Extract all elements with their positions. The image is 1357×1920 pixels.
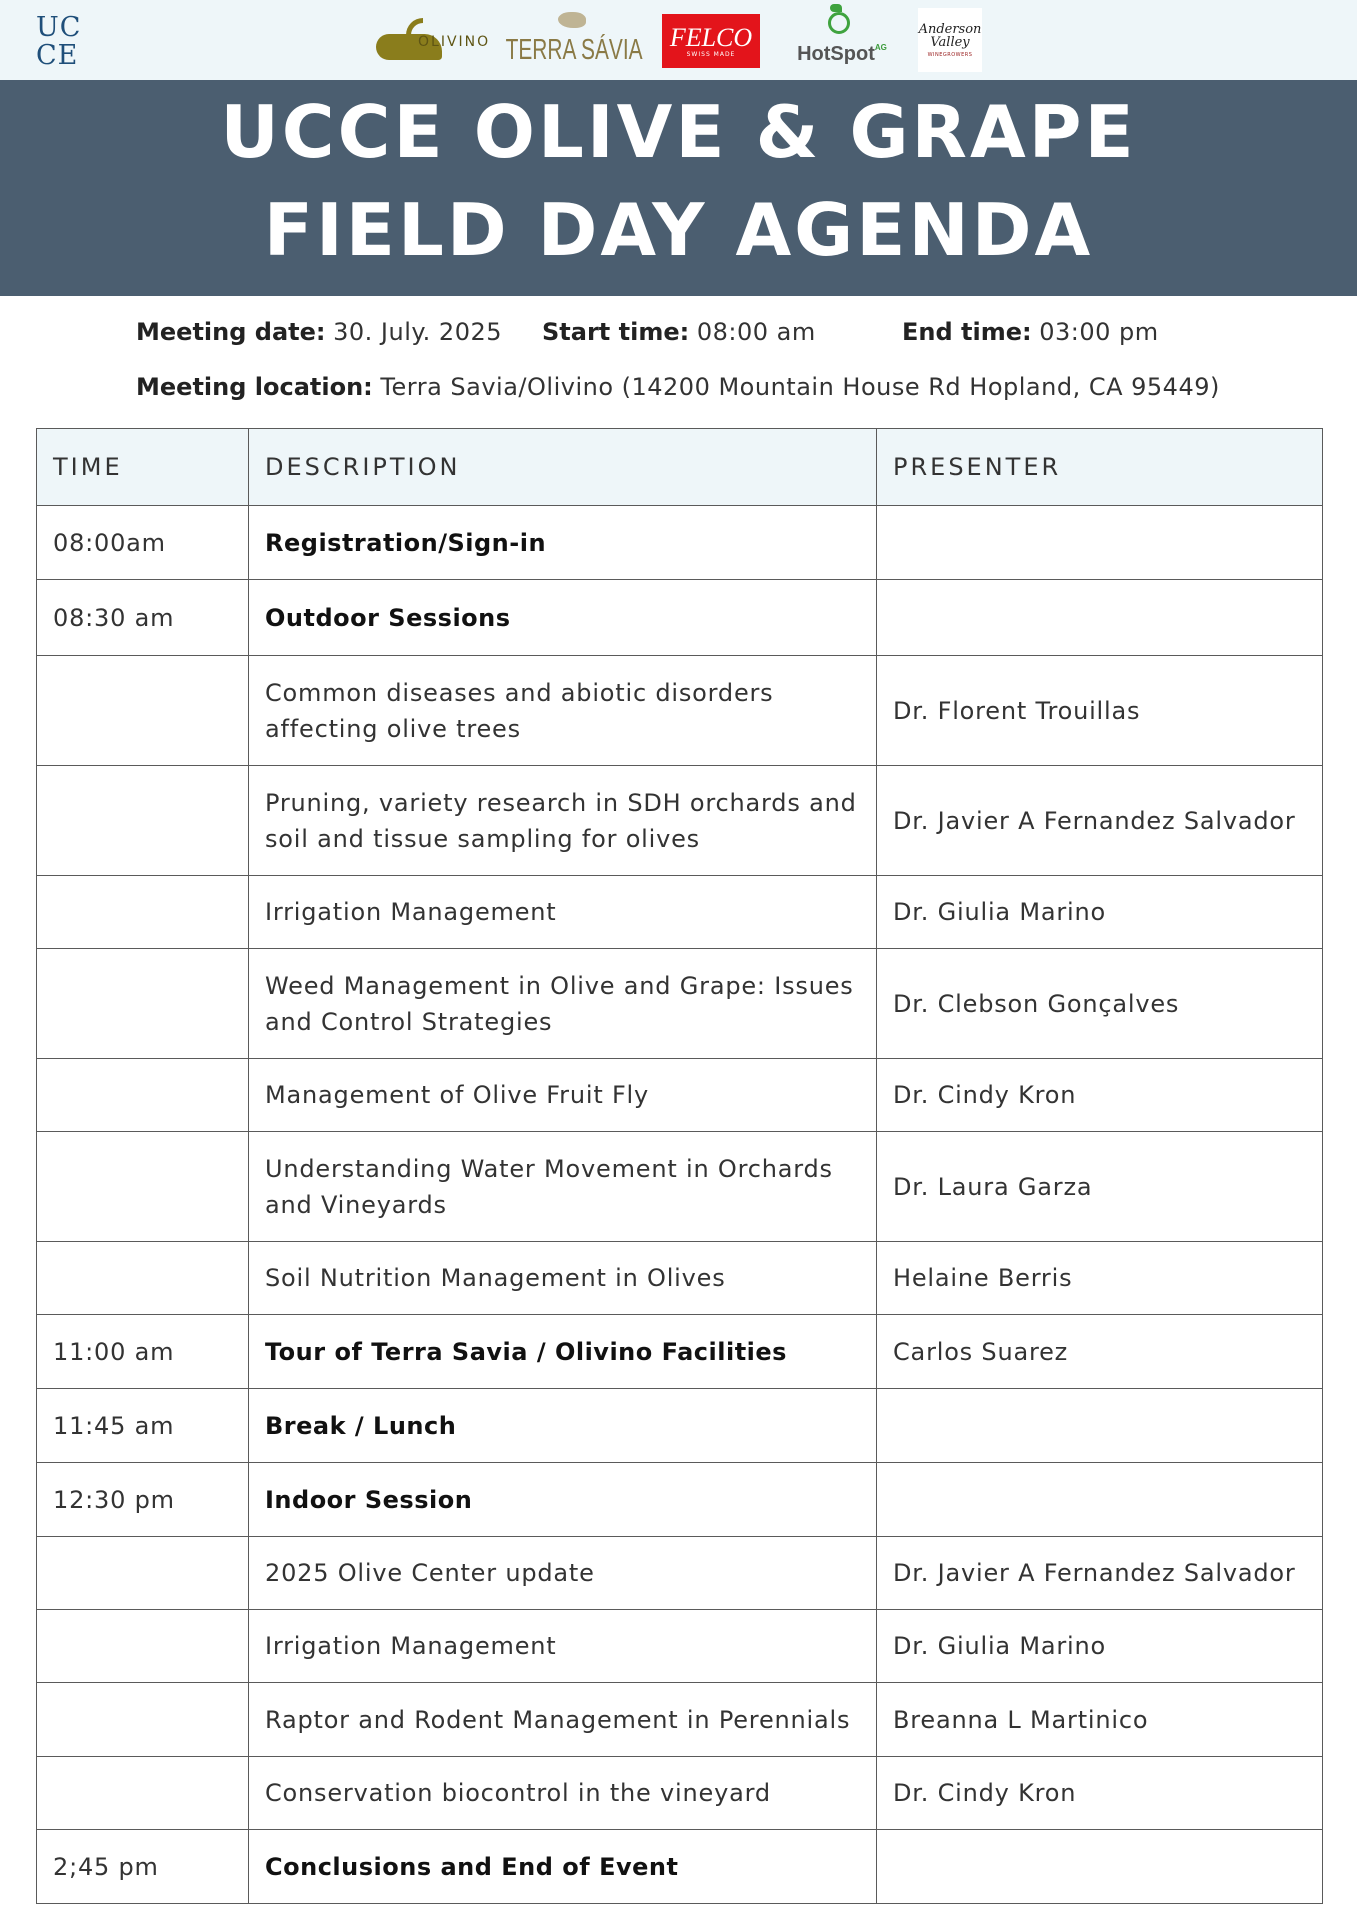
- agenda-description-line: Soil Nutrition Management in Olives: [265, 1264, 726, 1292]
- agenda-time: [37, 1537, 249, 1610]
- agenda-description: [249, 1757, 877, 1830]
- olivino-logo-text: OLIVINO: [418, 34, 491, 50]
- agenda-presenter: Breanna L Martinico: [877, 1683, 1323, 1757]
- table-row: [37, 656, 1323, 766]
- agenda-presenter: [877, 1830, 1323, 1904]
- agenda-description-line: and Vineyards: [265, 1190, 447, 1219]
- agenda-presenter: Dr. Giulia Marino: [877, 876, 1323, 949]
- table-row: [37, 1830, 1323, 1904]
- felco-logo-subtext: SWISS MADE: [686, 50, 736, 58]
- agenda-time: [37, 949, 249, 1059]
- page-title-line1: UCCE OLIVE & GRAPE: [220, 90, 1137, 174]
- agenda-presenter: Dr. Florent Trouillas: [877, 656, 1323, 766]
- table-row: [37, 1683, 1323, 1757]
- agenda-time: [37, 1132, 249, 1242]
- end-time-value: 03:00 pm: [1039, 318, 1159, 346]
- agenda-presenter: Dr. Clebson Gonçalves: [877, 949, 1323, 1059]
- agenda-description: [249, 1463, 877, 1537]
- agenda-time: 11:00 am: [37, 1315, 249, 1389]
- terra-savia-logo: [505, 10, 643, 68]
- hotspot-leaf-icon: [830, 4, 842, 12]
- agenda-time: [37, 656, 249, 766]
- agenda-time: [37, 876, 249, 949]
- agenda-presenter: Dr. Giulia Marino: [877, 1610, 1323, 1683]
- ucce-logo-line2: CE: [36, 40, 79, 71]
- agenda-presenter: Dr. Javier A Fernandez Salvador: [877, 766, 1323, 876]
- hotspot-logo-text: [797, 43, 887, 66]
- anderson-valley-logo-text: Anderson Valley: [918, 21, 982, 50]
- agenda-description-line: Irrigation Management: [265, 898, 557, 926]
- table-row: [37, 876, 1323, 949]
- ucce-logo: [36, 14, 81, 70]
- agenda-time: [37, 1610, 249, 1683]
- agenda-description-line: Irrigation Management: [265, 1632, 557, 1660]
- agenda-description-line: Understanding Water Movement in Orchards: [265, 1154, 833, 1183]
- felco-logo: [662, 14, 760, 68]
- table-row: [37, 1389, 1323, 1463]
- hotspot-ag-logo: [786, 10, 898, 68]
- hotspot-logo-superscript: AG: [874, 42, 887, 52]
- column-header-time: TIME: [37, 429, 249, 506]
- end-time-label: End time:: [902, 318, 1032, 346]
- meeting-location-label: Meeting location:: [136, 373, 373, 401]
- agenda-header-row: [37, 429, 1323, 506]
- agenda-time: [37, 1059, 249, 1132]
- agenda-description-line: Outdoor Sessions: [265, 603, 511, 632]
- agenda-description-line: soil and tissue sampling for olives: [265, 824, 700, 853]
- agenda-description-line: and Control Strategies: [265, 1007, 553, 1036]
- meeting-date-label: Meeting date:: [136, 318, 326, 346]
- terra-savia-bird-icon: [558, 12, 586, 28]
- agenda-time: 12:30 pm: [37, 1463, 249, 1537]
- agenda-description-line: Break / Lunch: [265, 1411, 457, 1440]
- agenda-description-line: Tour of Terra Savia / Olivino Facilities: [265, 1337, 787, 1366]
- table-row: [37, 1315, 1323, 1389]
- agenda-time: [37, 1242, 249, 1315]
- table-row: [37, 949, 1323, 1059]
- anderson-valley-logo: [918, 8, 982, 72]
- agenda-presenter: [877, 1463, 1323, 1537]
- agenda-description: [249, 506, 877, 580]
- page-title-line2: FIELD DAY AGENDA: [263, 188, 1094, 272]
- agenda-description-line: Conservation biocontrol in the vineyard: [265, 1779, 771, 1807]
- table-row: [37, 1757, 1323, 1830]
- agenda-description-line: Weed Management in Olive and Grape: Issues: [265, 971, 854, 1000]
- table-row: [37, 1610, 1323, 1683]
- agenda-description: [249, 1132, 877, 1242]
- hotspot-logo-word: HotSpot: [797, 42, 875, 65]
- table-row: [37, 766, 1323, 876]
- end-time: [902, 318, 1159, 346]
- table-row: [37, 506, 1323, 580]
- olivino-logo: [372, 10, 491, 68]
- agenda-description-line: Pruning, variety research in SDH orchards and: [265, 788, 857, 817]
- agenda-time: 08:30 am: [37, 580, 249, 656]
- agenda-description-line: Registration/Sign-in: [265, 528, 547, 557]
- agenda-table: [36, 428, 1323, 1904]
- meeting-date-value: 30. July. 2025: [333, 318, 502, 346]
- agenda-description: [249, 1830, 877, 1904]
- agenda-presenter: Dr. Laura Garza: [877, 1132, 1323, 1242]
- agenda-time: 2;45 pm: [37, 1830, 249, 1904]
- table-row: [37, 1059, 1323, 1132]
- agenda-time: [37, 766, 249, 876]
- agenda-presenter: Helaine Berris: [877, 1242, 1323, 1315]
- agenda-description-line: Management of Olive Fruit Fly: [265, 1081, 650, 1109]
- anderson-valley-logo-subtext: WINEGROWERS: [927, 51, 973, 58]
- agenda-description: [249, 656, 877, 766]
- agenda-presenter: Dr. Cindy Kron: [877, 1059, 1323, 1132]
- agenda-presenter: Dr. Cindy Kron: [877, 1757, 1323, 1830]
- agenda-description: [249, 1242, 877, 1315]
- column-header-description: DESCRIPTION: [249, 429, 877, 506]
- agenda-description: [249, 1059, 877, 1132]
- table-row: [37, 580, 1323, 656]
- table-row: [37, 1537, 1323, 1610]
- agenda-description-line: Common diseases and abiotic disorders: [265, 678, 774, 707]
- start-time-value: 08:00 am: [696, 318, 816, 346]
- felco-logo-text: FELCO: [669, 22, 753, 52]
- meeting-location-value: Terra Savia/Olivino (14200 Mountain House Rd Hopland, CA 95449): [380, 373, 1220, 401]
- ucce-logo-line1: UC: [36, 12, 82, 43]
- agenda-description: [249, 1610, 877, 1683]
- agenda-description: [249, 1315, 877, 1389]
- hotspot-target-icon: [828, 12, 850, 34]
- agenda-description-line: Indoor Session: [265, 1485, 473, 1514]
- agenda-presenter: Dr. Javier A Fernandez Salvador: [877, 1537, 1323, 1610]
- agenda-description-line: affecting olive trees: [265, 714, 521, 743]
- agenda-time: [37, 1683, 249, 1757]
- agenda-description: [249, 766, 877, 876]
- agenda-description: [249, 876, 877, 949]
- agenda-description-line: 2025 Olive Center update: [265, 1559, 595, 1587]
- agenda-description: [249, 949, 877, 1059]
- meeting-date: [136, 318, 502, 346]
- agenda-presenter: Carlos Suarez: [877, 1315, 1323, 1389]
- agenda-description: [249, 1537, 877, 1610]
- agenda-description: [249, 1389, 877, 1463]
- column-header-presenter: PRESENTER: [877, 429, 1323, 506]
- table-row: [37, 1242, 1323, 1315]
- agenda-description: [249, 1683, 877, 1757]
- agenda-description-line: Raptor and Rodent Management in Perennials: [265, 1705, 851, 1734]
- sponsor-bar: [0, 0, 1357, 80]
- start-time: [542, 318, 816, 346]
- agenda-body: [37, 506, 1323, 1904]
- terra-savia-logo-text: TERRA SÁVIA: [505, 33, 643, 66]
- title-banner: [0, 80, 1357, 296]
- agenda-time: [37, 1757, 249, 1830]
- agenda-description: [249, 580, 877, 656]
- agenda-presenter: [877, 506, 1323, 580]
- agenda-time: 08:00am: [37, 506, 249, 580]
- agenda-presenter: [877, 1389, 1323, 1463]
- meeting-location: [136, 373, 1220, 401]
- agenda-time: 11:45 am: [37, 1389, 249, 1463]
- table-row: [37, 1132, 1323, 1242]
- agenda-presenter: [877, 580, 1323, 656]
- start-time-label: Start time:: [542, 318, 690, 346]
- table-row: [37, 1463, 1323, 1537]
- agenda-description-line: Conclusions and End of Event: [265, 1852, 679, 1881]
